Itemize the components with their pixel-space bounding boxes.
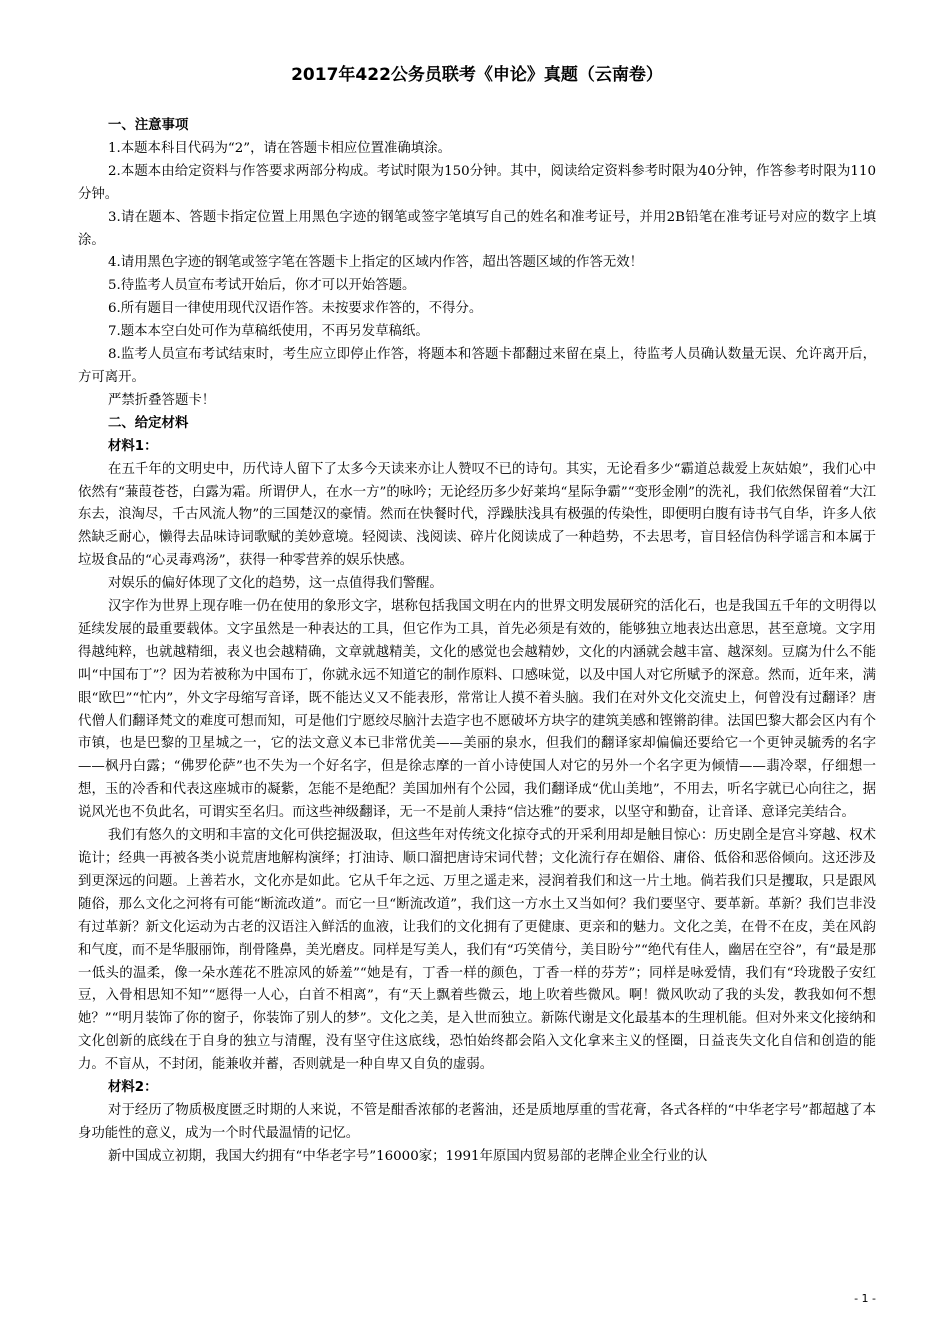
notice-item-4: 4.请用黑色字迹的钢笔或签字笔在答题卡上指定的区域内作答，超出答题区域的作答无效！: [108, 255, 644, 271]
material-1-paragraph: 我们有悠久的文明和丰富的文化可供挖掘汲取，但这些年对传统文化掠夺式的开采利用却是触目惊心：历史剧全是宫斗穿越、权术诡计；经典一再被各类小说荒唐地解构演绎；打油诗、顺口溜把唐诗宋词代替；文化流行存在媚俗、庸俗、低俗和恶俗倾向。这还涉及到更深远的问题。上善若水，文化亦是如此。它从千年之远、万里之遥走来，浸润着我们和这一片土地。倘若我们只是攫取，只是跟风随俗，那么文化之河将有可能“断流改道”。而它一旦“断流改道”，我们这一方水土又当如何？我们要坚守、要革新。革新？我们岂非没有过革新？新文化运动为古老的汉语注入鲜活的血液，让我们的文化拥有了更健康、更亲和的魅力。文化之美，在骨不在皮，美在风韵和气度，而不是华服丽饰，削骨隆鼻，美光磨皮。同样是写美人，我们有“巧笑倩兮，美目盼兮”“绝代有佳人，幽居在空谷”，有“最是那一低头的温柔，像一朵水莲花不胜凉风的娇羞”“她是有，丁香一样的颜色，丁香一样的芬芳”；同样是咏爱情，我们有“玲珑骰子安红豆，入骨相思知不知”“愿得一人心，白首不相离”，有“天上飘着些微云，地上吹着些微风。啊！微风吹动了我的头发，教我如何不想她？”“明月装饰了你的窗子，你装饰了别人的梦”。文化之美，是入世而独立。新陈代谢是文化最基本的生理机能。但对外来文化接纳和文化创新的底线在于自身的独立与清醒，没有坚守住这底线，恐怕始终都会陷入文化拿来主义的怪圈，日益丧失文化自信和创造的能力。不盲从，不封闭，能兼收并蓄，否则就是一种自卑又自负的虚弱。: [78, 828, 876, 1073]
material-1-paragraph: 在五千年的文明史中，历代诗人留下了太多今天读来亦让人赞叹不已的诗句。其实，无论看多少“霸道总裁爱上灰姑娘”，我们心中依然有“蒹葭苍苍，白露为霜。所谓伊人，在水一方”的咏吟；无论经历多少好莱坞“星际争霸”“变形金刚”的洗礼，我们依然保留着“大江东去，浪淘尽，千古风流人物”的三国楚汉的豪情。然而在快餐时代，浮躁肤浅具有极强的传染性，即便明白腹有诗书气自华，许多人依然缺乏耐心，懒得去品味诗词歌赋的美妙意境。轻阅读、浅阅读、碎片化阅读成了一种趋势，不去思考，盲目轻信伪科学谣言和本属于垃圾食品的“心灵毒鸡汤”，获得一种零营养的娱乐快感。: [78, 461, 876, 569]
page-number: - 1 -: [854, 1292, 876, 1305]
notice-item-8: 8.监考人员宣布考试结束时，考生应立即停止作答，将题本和答题卡都翻过来留在桌上，待监考人员确认数量无误、允许离开后，方可离开。: [78, 347, 876, 385]
document-page: [78, 62, 876, 1169]
notice-item-1: 1.本题本科目代码为“2”，请在答题卡相应位置准确填涂。: [108, 140, 451, 156]
material-1-paragraph: 汉字作为世界上现存唯一仍在使用的象形文字，堪称包括我国文明在内的世界文明发展研究的活化石，也是我国五千年的文明得以延续发展的最重要载体。文字虽然是一种表达的工具，但它作为工具，首先必须是有效的，能够独立地表达出意思，甚至意境。文字用得越纯粹，也就越精细，表义也会越精确，文章就越精美，文化的感觉也会越精妙，文化的内涵就会越丰富、越深刻。豆腐为什么不能叫“中国布丁”？因为若被称为中国布丁，你就永远不知道它的制作原料、口感味觉，以及中国人对它所赋予的深意。然而，近年来，满眼“欧巴”“忙内”，外文字母缩写音译，既不能达义又不能表形，常常让人摸不着头脑。我们在对外文化交流史上，何曾没有过翻译？唐代僧人们翻译梵文的难度可想而知，可是他们宁愿绞尽脑汁去造字也不愿破坏方块字的建筑美感和铿锵韵律。法国巴黎大都会区内有个市镇，也是巴黎的卫星城之一，它的法文意义本已非常优美——美丽的泉水，但我们的翻译家却偏偏还要给它一个更钟灵毓秀的名字——枫丹白露；“佛罗伦萨”也不失为一个好名字，但是徐志摩的一首小诗使国人对它的另外一个名字更为倾情——翡冷翠，仔细想一想，玉的冷香和代表这座城市的凝紫，怎能不是绝配？美国加州有个公园，我们翻译成“优山美地”，不用去，听名字就已心向往之，据说风光也不负此名，可谓实至名归。而这些神级翻译，无一不是前人秉持“信达雅”的要求，以坚守和勤奋，让音译、意译完美结合。: [78, 599, 876, 821]
materials-heading: 二、给定材料: [108, 415, 189, 431]
notice-item-5: 5.待监考人员宣布考试开始后，你才可以开始答题。: [108, 278, 416, 294]
notice-item-6: 6.所有题目一律使用现代汉语作答。未按要求作答的，不得分。: [108, 301, 483, 317]
notice-item-7: 7.题本本空白处可作为草稿纸使用，不再另发草稿纸。: [108, 324, 429, 340]
material-2-label: 材料2：: [108, 1080, 158, 1096]
material-2-paragraph: 对于经历了物质极度匮乏时期的人来说，不管是酣香浓郁的老酱油，还是质地厚重的雪花膏，各式各样的“中华老字号”都超越了本身功能性的意义，成为一个时代最温情的记忆。: [78, 1102, 876, 1141]
material-1-label: 材料1：: [108, 438, 158, 454]
notice-item-2: 2.本题本由给定资料与作答要求两部分构成。考试时限为150分钟。其中，阅读给定资料参考时限为40分钟，作答参考时限为110分钟。: [78, 163, 876, 202]
notice-warning: 严禁折叠答题卡！: [108, 392, 216, 408]
material-1-paragraph: 对娱乐的偏好体现了文化的趋势，这一点值得我们警醒。: [108, 576, 443, 592]
notice-item-3: 3.请在题本、答题卡指定位置上用黑色字迹的钢笔或签字笔填写自己的姓名和准考证号，并用2B铅笔在准考证号对应的数字上填涂。: [78, 209, 876, 248]
notice-heading: 一、注意事项: [108, 118, 189, 133]
material-2-paragraph: 新中国成立初期，我国大约拥有“中华老字号”16000家；1991年原国内贸易部的老牌企业全行业的认: [108, 1148, 708, 1164]
page-title: 2017年422公务员联考《申论》真题（云南卷）: [291, 65, 663, 85]
